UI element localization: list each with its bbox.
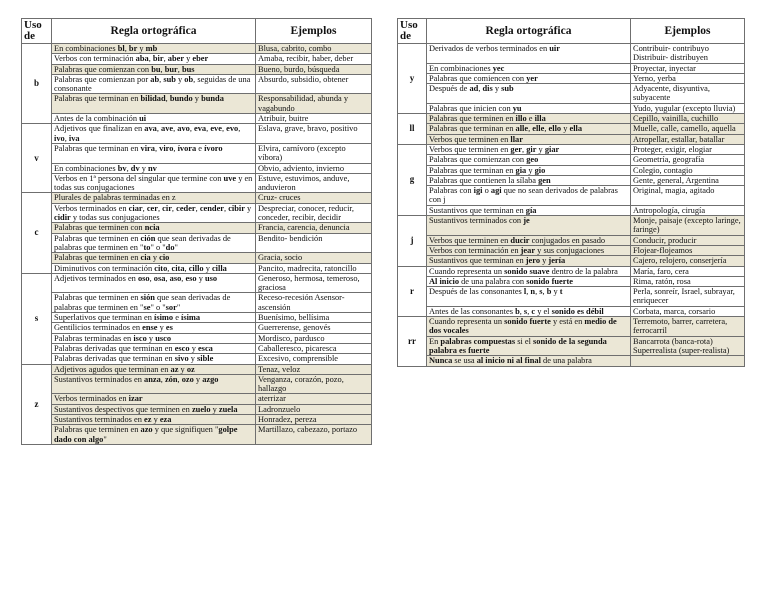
rule-cell: En combinaciones bl, br y mb — [52, 44, 256, 54]
letter-cell: s — [22, 273, 52, 364]
rule-cell: Verbos en 1ª persona del singular que termine con uve y en todas sus conjugaciones — [52, 173, 256, 193]
examples-cell: Flojear-flojeamos — [631, 245, 745, 255]
examples-cell: Generoso, hermosa, temeroso, graciosa — [256, 273, 372, 293]
rule-cell: Verbos que terminen en llar — [427, 134, 631, 144]
rule-row — [22, 54, 372, 64]
examples-cell: Yudo, yugular (excepto lluvia) — [631, 103, 745, 113]
rule-row — [398, 175, 745, 185]
rule-row — [22, 323, 372, 333]
rule-cell: Nunca se usa al inicio ni al final de una palabra — [427, 356, 631, 366]
rule-row — [398, 124, 745, 134]
rule-row — [22, 313, 372, 323]
examples-cell: Responsabilidad, abunda y vagabundo — [256, 94, 372, 114]
examples-cell: Blusa, cabrito, combo — [256, 44, 372, 54]
examples-cell: Guerrerense, genovés — [256, 323, 372, 333]
rule-cell: Verbos terminados en ciar, cer, cir, ceder, cender, cibir y cidir y todas sus conjugaciones — [52, 203, 256, 223]
rule-cell: Diminutivos con terminación cito, cita, cillo y cilla — [52, 263, 256, 273]
rule-cell: En combinaciones yec — [427, 63, 631, 73]
rule-cell: Sustantivos despectivos que terminen en zuelo y zuela — [52, 404, 256, 414]
rule-row — [22, 394, 372, 404]
header-ejemplos: Ejemplos — [631, 19, 745, 44]
examples-cell: Contribuir- contribuyo Distribuir- distribuyen — [631, 44, 745, 64]
rule-row — [398, 114, 745, 124]
rule-cell: Después de ad, dis y sub — [427, 84, 631, 104]
rule-cell: Palabras que terminen con ncia — [52, 223, 256, 233]
rule-row — [398, 245, 745, 255]
rule-cell: Palabras que terminan en gia y gio — [427, 165, 631, 175]
rule-row — [398, 235, 745, 245]
rule-row — [398, 317, 745, 337]
rule-row — [398, 165, 745, 175]
examples-cell: Rima, ratón, rosa — [631, 276, 745, 286]
examples-cell: Monje, paisaje (excepto laringe, faringe) — [631, 216, 745, 236]
examples-cell: Terremoto, barrer, carretera, ferrocarril — [631, 317, 745, 337]
examples-cell: Muelle, calle, camello, aquella — [631, 124, 745, 134]
rule-row — [22, 343, 372, 353]
rule-row — [22, 124, 372, 144]
rule-cell: Palabras que terminen en azo y que signifiquen "golpe dado con algo" — [52, 425, 256, 445]
header-regla: Regla ortográfica — [52, 19, 256, 44]
rule-row — [22, 74, 372, 94]
rule-cell: Adjetivos que finalizan en ava, ave, avo, eva, eve, evo, ivo, iva — [52, 124, 256, 144]
rule-row — [22, 414, 372, 424]
rule-cell: Verbos que terminen en ducir conjugados en pasado — [427, 235, 631, 245]
examples-cell: Bueno, burdo, búsqueda — [256, 64, 372, 74]
examples-cell: Pancito, madrecita, ratoncillo — [256, 263, 372, 273]
examples-cell: Martillazo, cabezazo, portazo — [256, 425, 372, 445]
examples-cell: Cepillo, vainilla, cuchillo — [631, 114, 745, 124]
rule-row — [398, 216, 745, 236]
rule-row — [398, 266, 745, 276]
examples-cell: Antropología, cirugía — [631, 205, 745, 215]
rule-cell: Adjetivos agudos que terminan en az y oz — [52, 364, 256, 374]
rule-row — [22, 233, 372, 253]
examples-cell: Colegio, contagio — [631, 165, 745, 175]
rule-cell: Sustantivos que terminan en gía — [427, 205, 631, 215]
examples-cell: Adyacente, disyuntiva, subyacente — [631, 84, 745, 104]
rule-row — [398, 44, 745, 64]
spelling-rules-table-left — [21, 18, 372, 445]
letter-cell: r — [398, 266, 427, 316]
examples-cell: Francia, carencia, denuncia — [256, 223, 372, 233]
letter-cell: j — [398, 216, 427, 266]
letter-cell: b — [22, 44, 52, 124]
rule-row — [22, 114, 372, 124]
rule-row — [398, 63, 745, 73]
rule-cell: Cuando representa un sonido suave dentro de la palabra — [427, 266, 631, 276]
rule-row — [22, 263, 372, 273]
examples-cell: Atribuir, buitre — [256, 114, 372, 124]
examples-cell: Excesivo, comprensible — [256, 354, 372, 364]
rule-cell: Palabras que terminan en vira, viro, ívora e ívoro — [52, 143, 256, 163]
rule-cell: Palabras que terminen en illo e illa — [427, 114, 631, 124]
examples-cell: Proyectar, inyectar — [631, 63, 745, 73]
rule-row — [398, 155, 745, 165]
rule-cell: En palabras compuestas si el sonido de la segunda palabra es fuerte — [427, 336, 631, 356]
rule-cell: Palabras derivadas que terminan en esco y esca — [52, 343, 256, 353]
rule-cell: Palabras que comienzan con bu, bur, bus — [52, 64, 256, 74]
rule-cell: Antes de las consonantes b, s, c y el sonido es débil — [427, 306, 631, 316]
rule-cell: Palabras que comienzan con geo — [427, 155, 631, 165]
examples-cell: Caballeresco, picaresca — [256, 343, 372, 353]
rule-row — [22, 333, 372, 343]
rule-row — [398, 134, 745, 144]
letter-cell: ll — [398, 114, 427, 145]
rule-row — [398, 103, 745, 113]
examples-cell: Tenaz, veloz — [256, 364, 372, 374]
examples-cell: Ladronzuelo — [256, 404, 372, 414]
examples-cell: Original, magia, agitado — [631, 186, 745, 206]
examples-cell: Amaba, recibir, haber, deber — [256, 54, 372, 64]
rule-row — [22, 44, 372, 54]
rule-cell: Palabras con igi o agi que no sean derivados de palabras con j — [427, 186, 631, 206]
rule-row — [22, 173, 372, 193]
rule-cell: Plurales de palabras terminadas en z — [52, 193, 256, 203]
letter-cell: g — [398, 144, 427, 215]
rule-row — [22, 143, 372, 163]
examples-cell: Proteger, exigir, elogiar — [631, 144, 745, 154]
rule-cell: Palabras terminadas en isco y usco — [52, 333, 256, 343]
rule-cell: Sustantivos que terminan en jero y jería — [427, 256, 631, 266]
rule-row — [22, 64, 372, 74]
rule-row — [398, 84, 745, 104]
rule-row — [398, 276, 745, 286]
header-regla: Regla ortográfica — [427, 19, 631, 44]
letter-cell: y — [398, 44, 427, 114]
rule-cell: Verbos con terminación aba, bir, aber y eber — [52, 54, 256, 64]
rule-cell: Gentilicios terminados en ense y es — [52, 323, 256, 333]
examples-cell: Receso-recesión Asensor-ascensión — [256, 293, 372, 313]
examples-cell: Yerno, yerba — [631, 73, 745, 83]
rule-cell: Superlativos que terminan en ísimo e ísima — [52, 313, 256, 323]
letter-cell: rr — [398, 317, 427, 366]
examples-cell: Mordisco, pardusco — [256, 333, 372, 343]
rule-cell: Palabras derivadas que terminan en sivo y sible — [52, 354, 256, 364]
rule-row — [22, 364, 372, 374]
rule-row — [22, 94, 372, 114]
rule-cell: Palabras que terminen en sión que sean derivadas de palabras que terminen en "se" o "sor" — [52, 293, 256, 313]
rule-cell: Palabras que terminan en bilidad, bundo y bunda — [52, 94, 256, 114]
examples-cell — [631, 356, 745, 366]
rule-cell: Palabras que contienen la sílaba gen — [427, 175, 631, 185]
header-ejemplos: Ejemplos — [256, 19, 372, 44]
examples-cell: María, faro, cera — [631, 266, 745, 276]
rule-row — [22, 354, 372, 364]
examples-cell: Atropellar, estallar, batallar — [631, 134, 745, 144]
examples-cell: Elvira, carnívoro (excepto víbora) — [256, 143, 372, 163]
rule-cell: Sustantivos terminados con je — [427, 216, 631, 236]
rule-row — [22, 374, 372, 394]
examples-cell: Conducir, producir — [631, 235, 745, 245]
rule-row — [22, 425, 372, 445]
rule-cell: Antes de la combinación ui — [52, 114, 256, 124]
spelling-rules-table-right — [397, 18, 745, 367]
rule-cell: Palabras que comiencen con yer — [427, 73, 631, 83]
examples-cell: Venganza, corazón, pozo, hallazgo — [256, 374, 372, 394]
rule-row — [22, 293, 372, 313]
rule-row — [398, 186, 745, 206]
rule-cell: Sustantivos terminados en ez y eza — [52, 414, 256, 424]
examples-cell: Cajero, relojero, conserjería — [631, 256, 745, 266]
rule-row — [22, 203, 372, 223]
rule-row — [398, 144, 745, 154]
rule-cell: Derivados de verbos terminados en uir — [427, 44, 631, 64]
rule-cell: Verbos terminados en izar — [52, 394, 256, 404]
rule-row — [398, 287, 745, 307]
rule-row — [398, 336, 745, 356]
examples-cell: Geometría, geografía — [631, 155, 745, 165]
examples-cell: Absurdo, subsidio, obtener — [256, 74, 372, 94]
examples-cell: Bendito- bendición — [256, 233, 372, 253]
examples-cell: Corbata, marca, corsario — [631, 306, 745, 316]
header-uso: Uso de — [22, 19, 52, 44]
rule-cell: Verbos que terminen en ger, gir y giar — [427, 144, 631, 154]
rule-row — [22, 404, 372, 414]
examples-cell: Despreciar, conocer, reducir, conceder, recibir, decidir — [256, 203, 372, 223]
examples-cell: Gracia, socio — [256, 253, 372, 263]
examples-cell: aterrizar — [256, 394, 372, 404]
letter-cell: c — [22, 193, 52, 273]
rule-row — [398, 73, 745, 83]
rule-row — [398, 306, 745, 316]
rule-row — [398, 256, 745, 266]
letter-cell: z — [22, 364, 52, 444]
rule-cell: Adjetivos terminados en oso, osa, aso, eso y uso — [52, 273, 256, 293]
rule-row — [22, 163, 372, 173]
rule-cell: Palabras que terminen en cia y cio — [52, 253, 256, 263]
rule-row — [398, 356, 745, 366]
rule-cell: En combinaciones bv, dv y nv — [52, 163, 256, 173]
rule-cell: Palabras que comienzan por ab, sub y ob, seguidas de una consonante — [52, 74, 256, 94]
examples-cell: Cruz- cruces — [256, 193, 372, 203]
rule-cell: Cuando representa un sonido fuerte y está en medio de dos vocales — [427, 317, 631, 337]
rule-cell: Palabras que terminen en ción que sean derivadas de palabras que terminen en "to" o "do" — [52, 233, 256, 253]
examples-cell: Gente, general, Argentina — [631, 175, 745, 185]
examples-cell: Buenísimo, bellísima — [256, 313, 372, 323]
rule-row — [22, 253, 372, 263]
header-uso: Uso de — [398, 19, 427, 44]
examples-cell: Honradez, pereza — [256, 414, 372, 424]
examples-cell: Eslava, grave, bravo, positivo — [256, 124, 372, 144]
rule-cell: Al inicio de una palabra con sonido fuerte — [427, 276, 631, 286]
rule-cell: Palabras que terminan en alle, elle, ello y ella — [427, 124, 631, 134]
rule-row — [22, 193, 372, 203]
rule-cell: Palabras que inicien con yu — [427, 103, 631, 113]
rule-row — [22, 273, 372, 293]
examples-cell: Perla, sonreír, Israel, subrayar, enriquecer — [631, 287, 745, 307]
examples-cell: Estuve, estuvimos, anduve, anduvieron — [256, 173, 372, 193]
examples-cell: Obvio, adviento, invierno — [256, 163, 372, 173]
rule-cell: Verbos con terminación en jear y sus conjugaciones — [427, 245, 631, 255]
rule-row — [398, 205, 745, 215]
examples-cell: Bancarrota (banca-rota) Superrealista (super-realista) — [631, 336, 745, 356]
letter-cell: v — [22, 124, 52, 193]
rule-row — [22, 223, 372, 233]
rule-cell: Después de las consonantes l, n, s, b y t — [427, 287, 631, 307]
rule-cell: Sustantivos terminados en anza, zón, ozo y azgo — [52, 374, 256, 394]
